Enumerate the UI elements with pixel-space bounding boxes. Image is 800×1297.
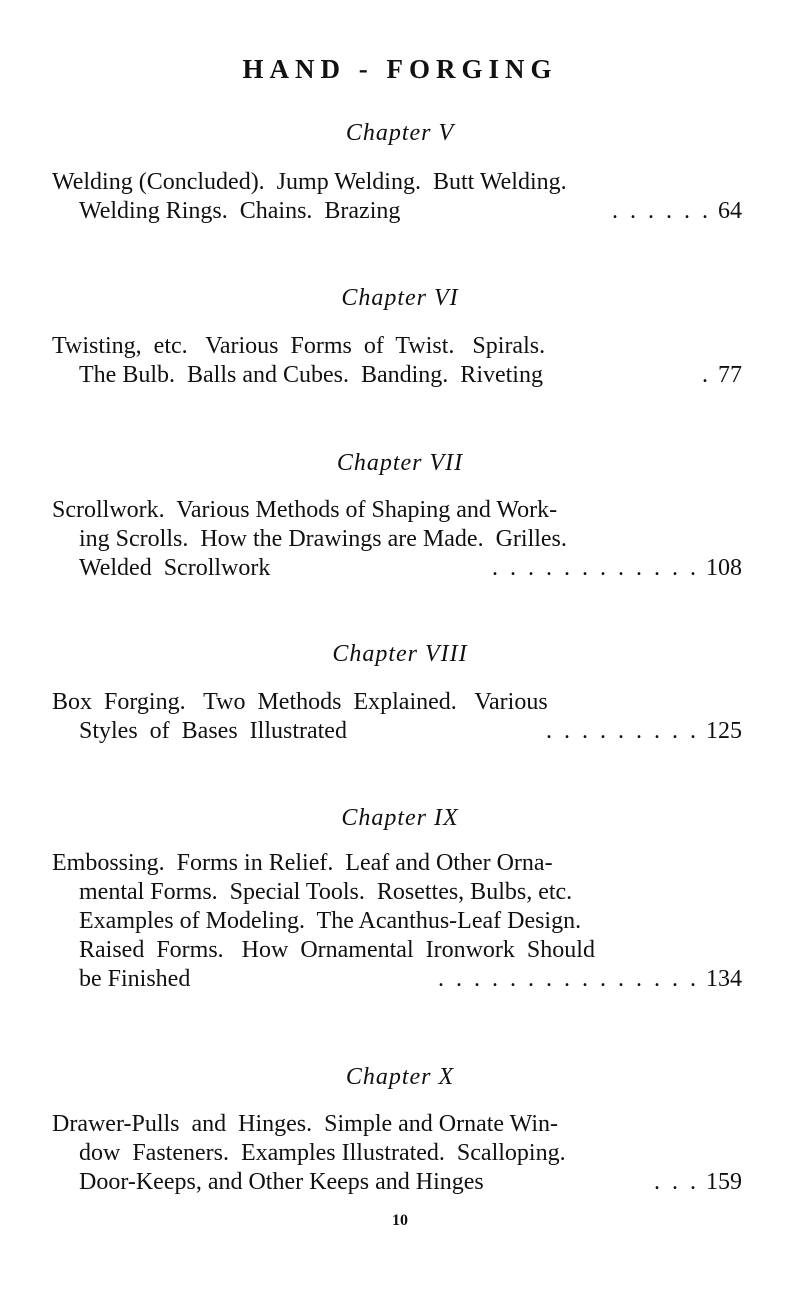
entry-line: Twisting, etc. Various Forms of Twist. Spirals.: [52, 333, 546, 359]
page-number: 108: [706, 555, 742, 581]
entry-line: The Bulb. Balls and Cubes. Banding. Riveting . 77: [79, 362, 742, 388]
entry-line: Scrollwork. Various Methods of Shaping and Work-: [52, 497, 558, 523]
entry-line: Box Forging. Two Methods Explained. Various: [52, 689, 548, 715]
running-head: HAND - FORGING: [242, 54, 558, 84]
entry-line: dow Fasteners. Examples Illustrated. Scalloping.: [79, 1140, 566, 1166]
toc-entry: [52, 688, 742, 746]
entry-line: be Finished . . . . . . . . . . . . . . . 134: [79, 966, 742, 992]
toc-entry: [52, 496, 742, 583]
entry-line: Welding (Concluded). Jump Welding. Butt Welding.: [52, 169, 567, 195]
page-number: 134: [706, 966, 742, 992]
page-folio: 10: [392, 1212, 408, 1229]
page-number: 125: [706, 718, 742, 744]
chapter-heading: Chapter VIII: [332, 641, 468, 667]
dot-leader: . . . . . . . . .: [540, 718, 702, 744]
chapter-heading: Chapter IX: [341, 805, 459, 831]
dot-leader: . . . . . .: [606, 198, 714, 224]
toc-entry: [52, 1110, 742, 1197]
entry-line: Welding Rings. Chains. Brazing . . . . . . 64: [79, 198, 742, 224]
entry-line: Drawer-Pulls and Hinges. Simple and Ornate Win-: [52, 1111, 559, 1137]
dot-leader: . . . . . . . . . . . . . . .: [432, 966, 702, 992]
chapter-heading: Chapter VI: [341, 285, 459, 311]
entry-line: ing Scrolls. How the Drawings are Made. Grilles.: [79, 526, 567, 552]
entry-line: Door-Keeps, and Other Keeps and Hinges . . . 159: [79, 1169, 742, 1195]
entry-line: Embossing. Forms in Relief. Leaf and Other Orna-: [52, 850, 553, 876]
toc-entry: [52, 849, 742, 994]
toc-entry: [52, 168, 742, 226]
chapter-heading: Chapter X: [345, 1064, 455, 1090]
entry-line: mental Forms. Special Tools. Rosettes, Bulbs, etc.: [79, 879, 573, 905]
entry-line: Examples of Modeling. The Acanthus-Leaf Design.: [79, 908, 582, 934]
chapter-heading: Chapter V: [345, 120, 455, 146]
toc-entry: [52, 332, 742, 390]
page-number: 77: [718, 362, 742, 388]
page-number: 64: [718, 198, 742, 224]
dot-leader: .: [696, 362, 714, 388]
dot-leader: . . .: [648, 1169, 702, 1195]
chapter-heading: Chapter VII: [336, 450, 464, 476]
dot-leader: . . . . . . . . . . . .: [486, 555, 702, 581]
entry-line: Welded Scrollwork . . . . . . . . . . . . 108: [79, 555, 742, 581]
page-number: 159: [706, 1169, 742, 1195]
entry-line: Styles of Bases Illustrated . . . . . . . . . 125: [79, 718, 742, 744]
entry-line: Raised Forms. How Ornamental Ironwork Should: [79, 937, 595, 963]
